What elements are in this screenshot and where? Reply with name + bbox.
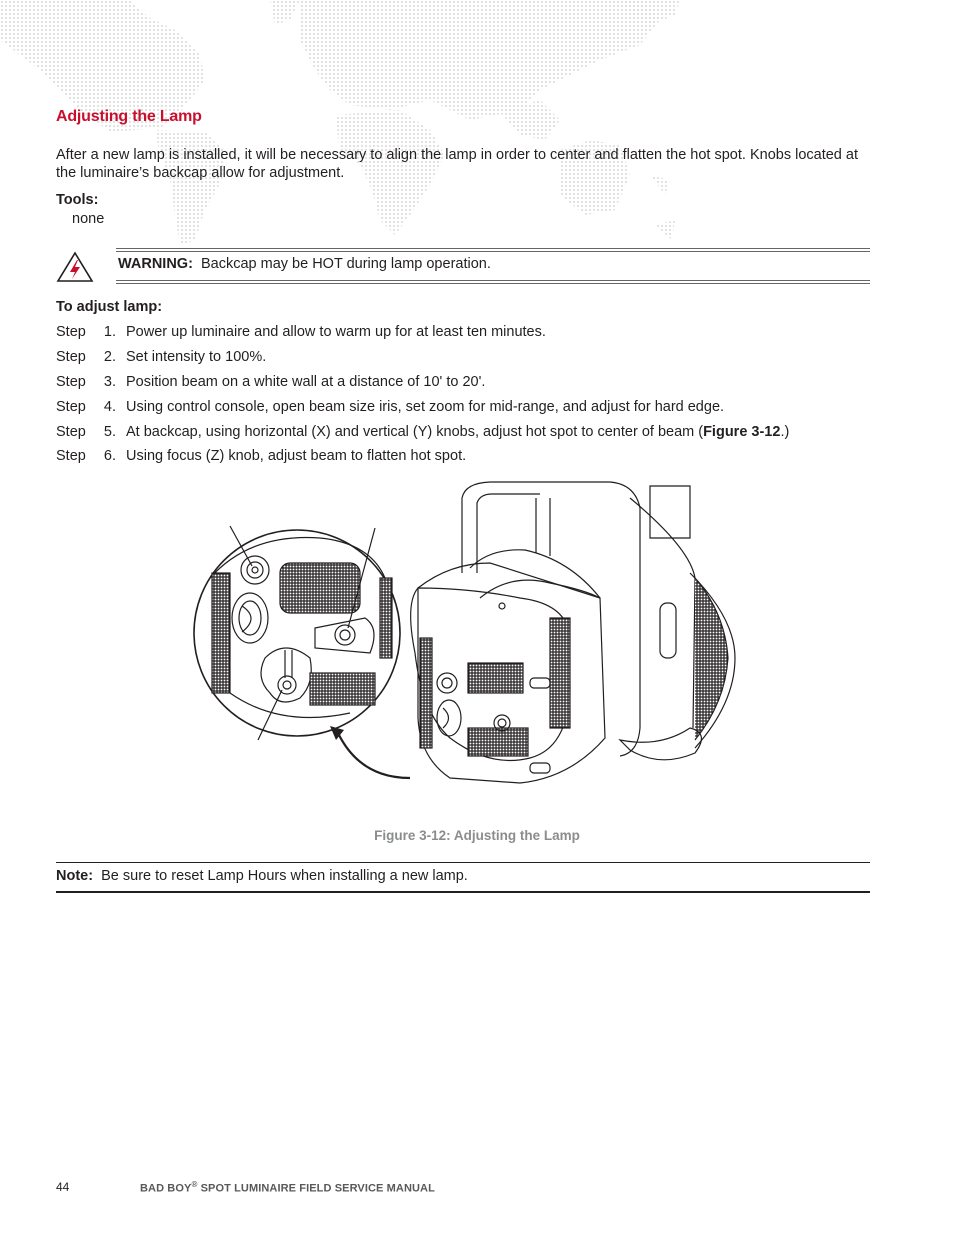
step-text: Power up luminaire and allow to warm up for at least ten minutes. (126, 324, 546, 340)
procedure-label: To adjust lamp: (56, 299, 163, 315)
warning-label: WARNING: (118, 256, 193, 272)
step-word: Step (56, 349, 86, 365)
luminaire-backcap-illustration (190, 478, 750, 823)
note-text (56, 868, 468, 884)
intro-paragraph: After a new lamp is installed, it will be necessary to align the lamp in order to center and flatten the hot spot. Knobs located at the luminaire’s backcap allow for adjustment. (56, 147, 858, 181)
warning-bottom-rule-2 (116, 283, 870, 284)
step-text-part: At backcap, using horizontal (X) and vertical (Y) knobs, adjust hot spot to center of beam ( (126, 424, 704, 440)
warning-top-rule-2 (116, 251, 870, 252)
manual-title-prefix: BAD BOY (140, 1182, 192, 1195)
step-text: Using focus (Z) knob, adjust beam to flatten hot spot. (126, 448, 467, 464)
step-text (126, 424, 789, 440)
tools-label: Tools: (56, 192, 99, 208)
registered-mark: ® (191, 1180, 198, 1189)
page-number: 44 (56, 1180, 70, 1194)
warning-text (118, 256, 491, 272)
warning-bottom-rule (116, 280, 870, 281)
step-word: Step (56, 374, 86, 390)
step-number: 1. (103, 324, 116, 340)
manual-title-suffix: SPOT LUMINAIRE FIELD SERVICE MANUAL (197, 1182, 435, 1195)
step-text: Using control console, open beam size iris, set zoom for mid-range, and adjust for hard edge. (126, 399, 725, 415)
step-word: Step (56, 448, 86, 464)
note-message: Be sure to reset Lamp Hours when installing a new lamp. (101, 868, 468, 884)
warning-triangle-lightning-icon (56, 251, 94, 283)
step-word: Step (56, 399, 86, 415)
figure-reference-link[interactable]: Figure 3-12 (703, 424, 781, 440)
figure-caption: Figure 3-12: Adjusting the Lamp (374, 828, 580, 843)
step-text: Set intensity to 100%. (126, 349, 267, 365)
step-number: 3. (103, 374, 116, 390)
step-number: 5. (103, 424, 116, 440)
note-top-rule (56, 862, 870, 863)
step-word: Step (56, 324, 86, 340)
step-number: 4. (103, 399, 116, 415)
section-title: Adjusting the Lamp (56, 108, 202, 125)
step-text-part: .) (780, 424, 790, 440)
step-number: 2. (103, 349, 116, 365)
manual-title (140, 1180, 435, 1195)
warning-message: Backcap may be HOT during lamp operation. (200, 256, 491, 272)
note-label: Note: (56, 868, 94, 884)
tools-value: none (72, 211, 105, 227)
step-number: 6. (103, 448, 116, 464)
step-text: Position beam on a white wall at a distance of 10' to 20'. (126, 374, 486, 390)
warning-top-rule (116, 248, 870, 249)
step-word: Step (56, 424, 86, 440)
note-bottom-rule (56, 891, 870, 893)
